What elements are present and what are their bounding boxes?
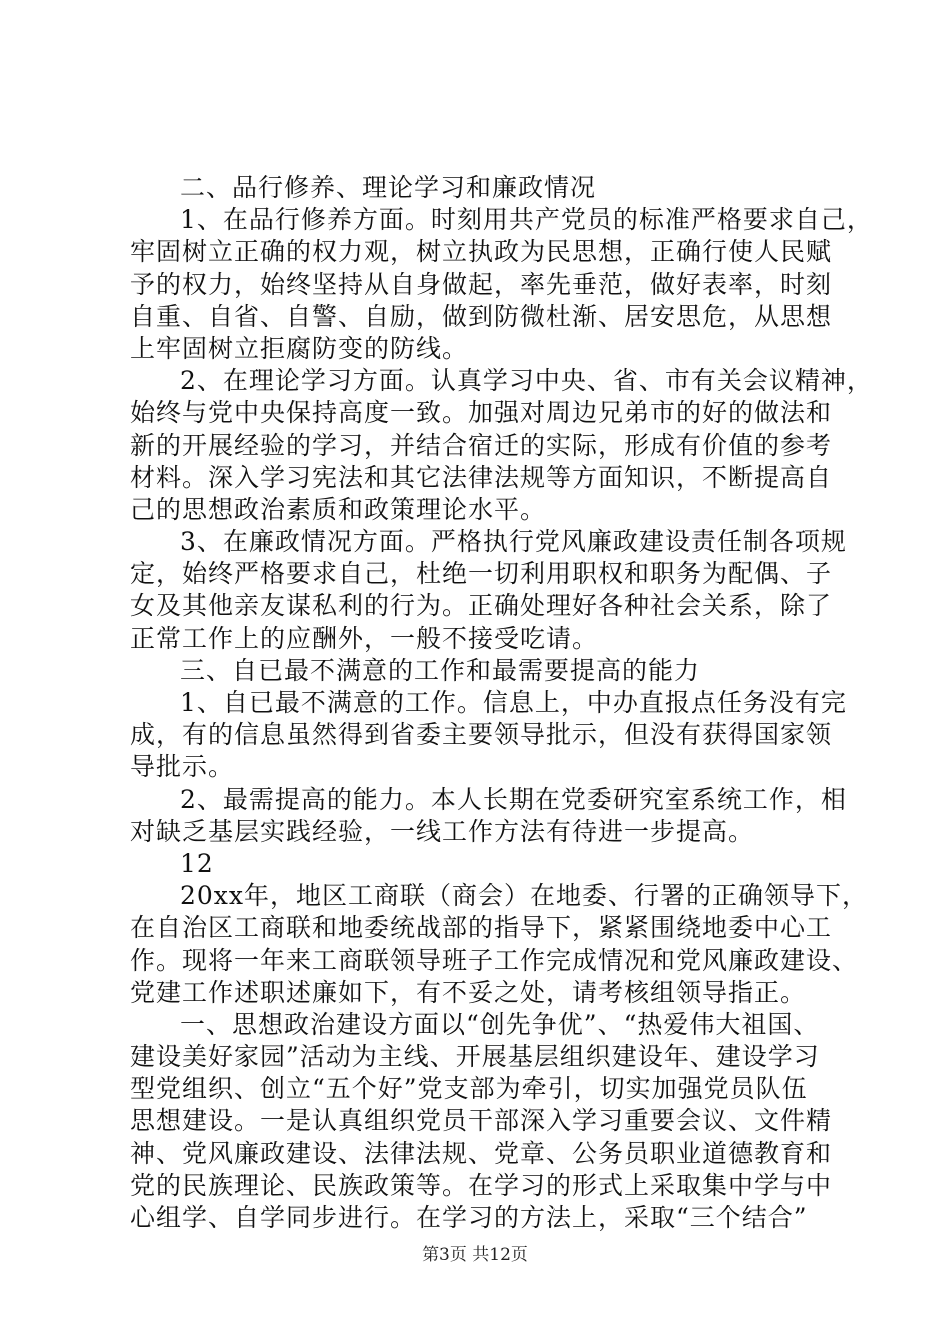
text-line: 正常工作上的应酬外，一般不接受吃请。	[130, 623, 599, 653]
text-line: 二、品行修养、理论学习和廉政情况	[180, 173, 597, 202]
text-line: 党的民族理论、民族政策等。在学习的形式上采取集中学与中	[130, 1170, 833, 1200]
text-line: 己的思想政治素质和政策理论水平。	[130, 494, 547, 524]
text-line: 始终与党中央保持高度一致。加强对周边兄弟市的好的做法和	[130, 398, 833, 428]
text-line: 上牢固树立拒腐防变的防线。	[130, 333, 469, 363]
text-line: 神、党风廉政建设、法律法规、党章、公务员职业道德教育和	[130, 1138, 833, 1168]
text-line: 1、自已最不满意的工作。信息上，中办直报点任务没有完	[180, 688, 847, 717]
text-line: 对缺乏基层实践经验，一线工作方法有待进一步提高。	[130, 816, 755, 846]
text-line: 心组学、自学同步进行。在学习的方法上，采取“三个结合”	[130, 1203, 808, 1232]
page-footer: 第3页 共12页	[422, 1245, 528, 1265]
document-body	[130, 172, 873, 1234]
text-line: 党建工作述职述廉如下，有不妥之处，请考核组领导指正。	[130, 977, 807, 1007]
text-line: 思想建设。一是认真组织党员干部深入学习重要会议、文件精	[130, 1106, 833, 1136]
text-line: 12	[180, 848, 214, 878]
text-line: 建设美好家园”活动为主线、开展基层组织建设年、建设学习	[130, 1042, 820, 1072]
text-line: 材料。深入学习宪法和其它法律法规等方面知识，不断提高自	[130, 462, 833, 492]
text-line: 三、自已最不满意的工作和最需要提高的能力	[180, 655, 701, 685]
text-line: 女及其他亲友谋私利的行为。正确处理好各种社会关系，除了	[130, 591, 833, 621]
text-line: 型党组织、创立“五个好”党支部为牵引，切实加强党员队伍	[130, 1074, 808, 1104]
text-line: 一、思想政治建设方面以“创先争优”、“热爱伟大祖国、	[180, 1009, 820, 1039]
text-line: 牢固树立正确的权力观，树立执政为民思想，正确行使人民赋	[130, 237, 833, 267]
text-line: 新的开展经验的学习，并结合宿迁的实际，形成有价值的参考	[130, 430, 833, 460]
text-line: 20xx年，地区工商联（商会）在地委、行署的正确领导下，	[180, 881, 869, 911]
text-line: 1、在品行修养方面。时刻用共产党员的标准严格要求自己，	[180, 205, 873, 235]
text-line: 定，始终严格要求自己，杜绝一切利用职权和职务为配偶、子	[130, 559, 833, 589]
text-line: 2、在理论学习方面。认真学习中央、省、市有关会议精神，	[180, 366, 873, 396]
text-line: 作。现将一年来工商联领导班子工作完成情况和党风廉政建设、	[130, 945, 859, 975]
text-line: 2、最需提高的能力。本人长期在党委研究室系统工作，相	[180, 784, 847, 814]
text-line: 3、在廉政情况方面。严格执行党风廉政建设责任制各项规	[180, 527, 847, 557]
text-line: 导批示。	[130, 752, 235, 782]
text-line: 自重、自省、自警、自励，做到防微杜渐、居安思危，从思想	[130, 301, 833, 331]
text-line: 在自治区工商联和地委统战部的指导下，紧紧围绕地委中心工	[130, 913, 833, 943]
text-line: 成，有的信息虽然得到省委主要领导批示，但没有获得国家领	[130, 720, 833, 750]
text-line: 予的权力，始终坚持从自身做起，率先垂范，做好表率，时刻	[130, 269, 833, 299]
